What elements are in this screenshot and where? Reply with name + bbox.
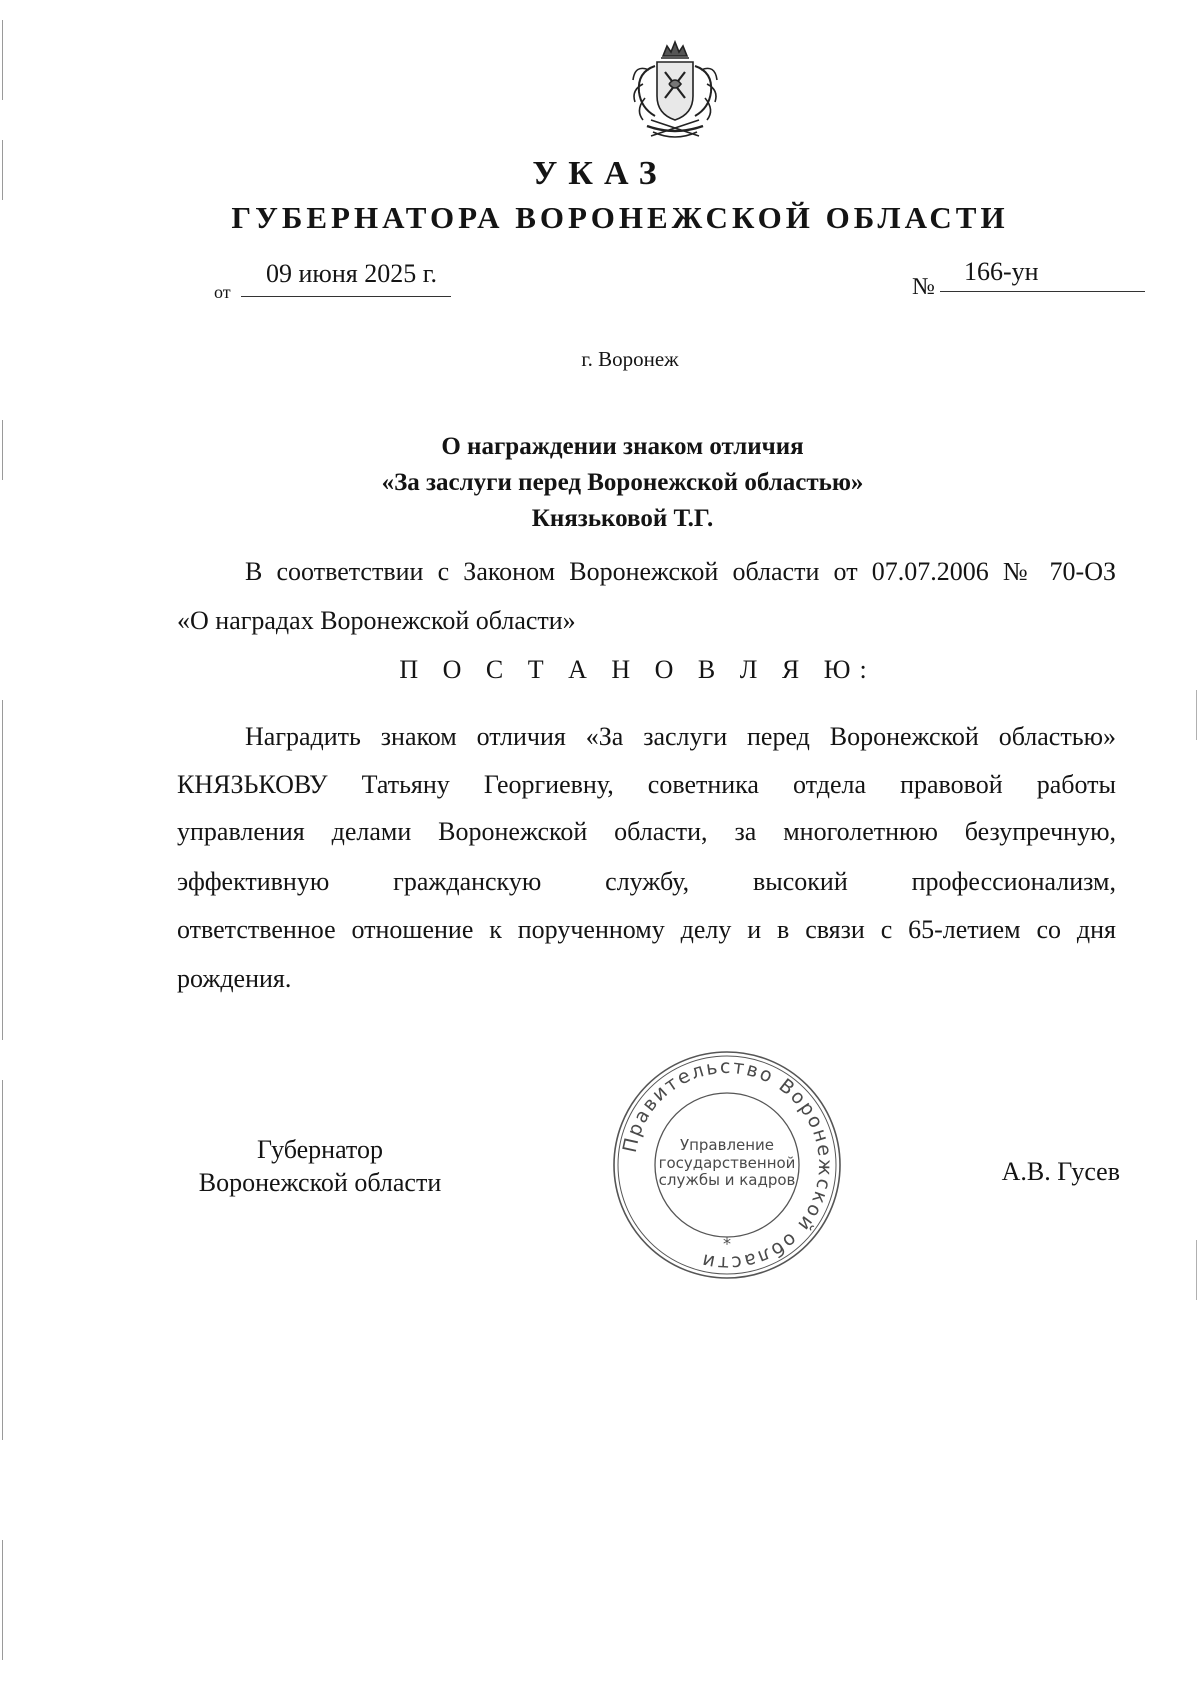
scan-edge — [2, 20, 3, 100]
scan-edge — [2, 700, 3, 1040]
signatory-position-line-2: Воронежской области — [198, 1168, 442, 1197]
official-seal-stamp — [610, 1048, 844, 1282]
document-type-title: УКАЗ — [532, 155, 668, 192]
subject-line-1: О награждении знаком отличия — [441, 433, 804, 460]
issuer-title: ГУБЕРНАТОРА ВОРОНЕЖСКОЙ ОБЛАСТИ — [231, 200, 1009, 235]
city-label: г. Воронеж — [581, 347, 679, 371]
subject-line-3: Князьковой Т.Г. — [531, 505, 714, 532]
coat-of-arms-emblem — [625, 36, 725, 144]
scan-edge — [2, 1540, 3, 1660]
seal-inner-line-1: Управление — [679, 1136, 775, 1154]
decision-line-4: эффективную гражданскую службу, высокий профессионализм, — [177, 867, 1116, 896]
preamble-line-2: «О наградах Воронежской области» — [177, 606, 576, 635]
decision-line-6: рождения. — [177, 964, 292, 993]
date-underline — [241, 296, 451, 297]
seal-star: * — [723, 1234, 731, 1253]
document-date: 09 июня 2025 г. — [266, 259, 437, 288]
preamble-line-1: В соответствии с Законом Воронежской области от 07.07.2006 № 70-ОЗ — [245, 557, 1116, 586]
subject-line-2: «За заслуги перед Воронежской областью» — [381, 469, 864, 496]
seal-outer-text: Правительство Воронежской области — [618, 1055, 837, 1275]
decision-line-2: КНЯЗЬКОВУ Татьяну Георгиевну, советника отдела правовой работы — [177, 770, 1116, 799]
decision-line-5: ответственное отношение к порученному делу и в связи с 65-летием со дня — [177, 915, 1116, 944]
resolution-word: П О С Т А Н О В Л Я Ю: — [399, 655, 876, 684]
scan-edge — [1196, 1240, 1197, 1300]
decision-line-1: Наградить знаком отличия «За заслуги перед Воронежской областью» — [245, 722, 1116, 751]
signatory-position — [130, 1133, 510, 1199]
seal-inner-line-2: государственной — [658, 1154, 796, 1172]
decision-line-3: управления делами Воронежской области, за многолетнюю безупречную, — [177, 817, 1116, 846]
seal-inner-line-3: службы и кадров — [658, 1171, 796, 1189]
number-prefix: № — [912, 274, 935, 300]
signatory-position-line-1: Губернатор — [257, 1135, 383, 1164]
signatory-name: А.В. Гусев — [1001, 1157, 1120, 1186]
number-underline — [940, 291, 1145, 292]
scan-edge — [2, 1080, 3, 1440]
date-prefix: от — [214, 282, 231, 302]
document-number: 166-ун — [964, 257, 1039, 286]
scan-edge — [1196, 690, 1197, 740]
